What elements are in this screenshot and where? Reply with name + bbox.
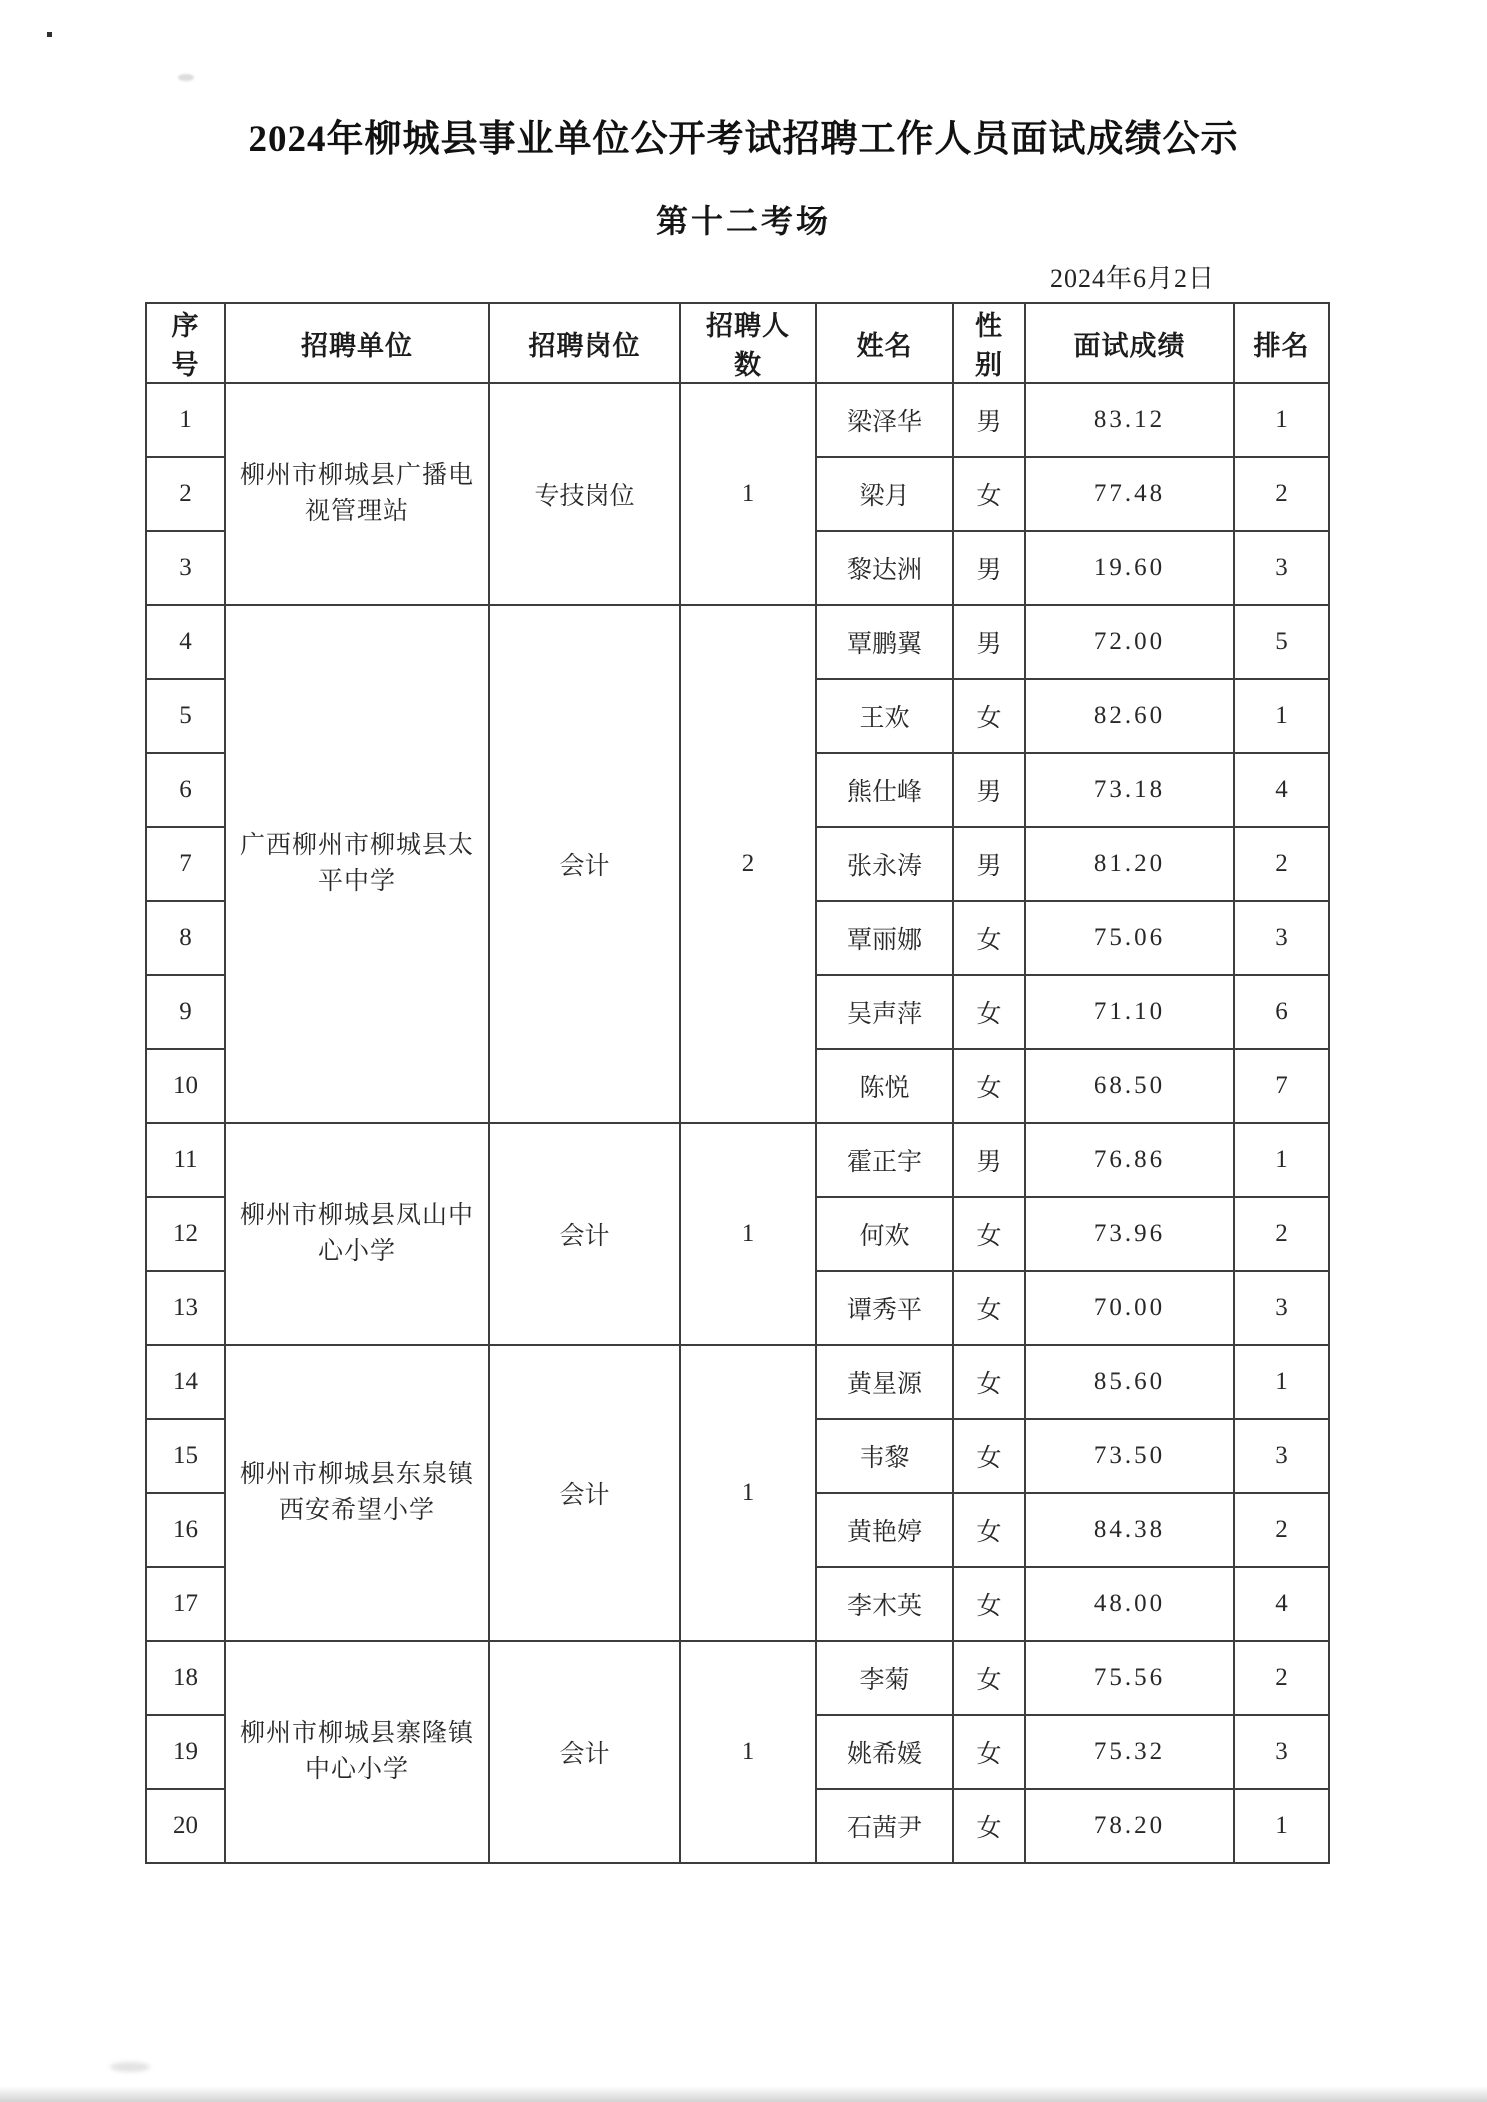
cell-seq: 4	[146, 605, 225, 679]
cell-name: 梁月	[816, 457, 953, 531]
cell-score: 73.50	[1025, 1419, 1234, 1493]
cell-name: 霍正宇	[816, 1123, 953, 1197]
header-row	[146, 303, 1329, 383]
cell-rank: 1	[1234, 679, 1329, 753]
cell-seq: 18	[146, 1641, 225, 1715]
cell-position: 会计	[489, 1345, 680, 1641]
scan-corner-smudge	[110, 2062, 150, 2072]
cell-score: 82.60	[1025, 679, 1234, 753]
column-header-count: 招聘人数	[680, 303, 816, 383]
cell-openings: 1	[680, 1641, 816, 1863]
cell-openings: 1	[680, 1345, 816, 1641]
cell-position: 会计	[489, 1123, 680, 1345]
cell-seq: 3	[146, 531, 225, 605]
cell-name: 陈悦	[816, 1049, 953, 1123]
cell-openings: 1	[680, 383, 816, 605]
cell-name: 王欢	[816, 679, 953, 753]
cell-name: 李木英	[816, 1567, 953, 1641]
cell-gender: 女	[953, 1197, 1025, 1271]
cell-name: 韦黎	[816, 1419, 953, 1493]
cell-seq: 1	[146, 383, 225, 457]
cell-openings: 2	[680, 605, 816, 1123]
cell-unit: 广西柳州市柳城县太平中学	[225, 605, 489, 1123]
cell-name: 何欢	[816, 1197, 953, 1271]
cell-rank: 2	[1234, 827, 1329, 901]
cell-rank: 5	[1234, 605, 1329, 679]
column-header-rank: 排名	[1234, 303, 1329, 383]
cell-unit: 柳州市柳城县广播电视管理站	[225, 383, 489, 605]
cell-score: 73.18	[1025, 753, 1234, 827]
cell-seq: 12	[146, 1197, 225, 1271]
results-table	[145, 302, 1330, 1864]
page-title: 2024年柳城县事业单位公开考试招聘工作人员面试成绩公示	[248, 119, 1239, 160]
cell-rank: 1	[1234, 383, 1329, 457]
cell-score: 48.00	[1025, 1567, 1234, 1641]
cell-name: 梁泽华	[816, 383, 953, 457]
cell-name: 黄艳婷	[816, 1493, 953, 1567]
cell-seq: 9	[146, 975, 225, 1049]
cell-seq: 7	[146, 827, 225, 901]
cell-gender: 女	[953, 901, 1025, 975]
cell-score: 84.38	[1025, 1493, 1234, 1567]
cell-position: 会计	[489, 1641, 680, 1863]
scan-bottom-edge	[0, 2086, 1487, 2102]
cell-rank: 2	[1234, 1493, 1329, 1567]
cell-name: 张永涛	[816, 827, 953, 901]
cell-unit: 柳州市柳城县凤山中心小学	[225, 1123, 489, 1345]
table-row	[146, 383, 1329, 457]
cell-seq: 14	[146, 1345, 225, 1419]
cell-seq: 2	[146, 457, 225, 531]
results-table-container	[145, 302, 1330, 1864]
column-header-seq: 序号	[146, 303, 225, 383]
cell-rank: 6	[1234, 975, 1329, 1049]
cell-rank: 3	[1234, 901, 1329, 975]
table-header-row	[146, 303, 1329, 383]
cell-score: 70.00	[1025, 1271, 1234, 1345]
cell-seq: 11	[146, 1123, 225, 1197]
cell-score: 75.56	[1025, 1641, 1234, 1715]
cell-score: 75.32	[1025, 1715, 1234, 1789]
cell-rank: 3	[1234, 1419, 1329, 1493]
cell-seq: 6	[146, 753, 225, 827]
cell-gender: 男	[953, 827, 1025, 901]
cell-gender: 女	[953, 1345, 1025, 1419]
cell-seq: 20	[146, 1789, 225, 1863]
cell-seq: 8	[146, 901, 225, 975]
cell-gender: 男	[953, 383, 1025, 457]
column-header-pos: 招聘岗位	[489, 303, 680, 383]
column-header-score: 面试成绩	[1025, 303, 1234, 383]
cell-gender: 女	[953, 1789, 1025, 1863]
cell-name: 石茜尹	[816, 1789, 953, 1863]
cell-score: 78.20	[1025, 1789, 1234, 1863]
cell-gender: 女	[953, 679, 1025, 753]
cell-gender: 女	[953, 975, 1025, 1049]
date-label: 2024年6月2日	[1049, 264, 1215, 293]
cell-score: 71.10	[1025, 975, 1234, 1049]
cell-gender: 女	[953, 1641, 1025, 1715]
cell-unit: 柳州市柳城县寨隆镇中心小学	[225, 1641, 489, 1863]
cell-position: 会计	[489, 605, 680, 1123]
cell-rank: 2	[1234, 1197, 1329, 1271]
cell-score: 75.06	[1025, 901, 1234, 975]
cell-seq: 15	[146, 1419, 225, 1493]
cell-gender: 女	[953, 1567, 1025, 1641]
cell-name: 吴声萍	[816, 975, 953, 1049]
cell-gender: 女	[953, 1493, 1025, 1567]
cell-score: 73.96	[1025, 1197, 1234, 1271]
cell-gender: 女	[953, 1419, 1025, 1493]
cell-rank: 3	[1234, 1715, 1329, 1789]
cell-rank: 4	[1234, 1567, 1329, 1641]
cell-rank: 2	[1234, 1641, 1329, 1715]
cell-gender: 男	[953, 531, 1025, 605]
page-subtitle: 第十二考场	[655, 203, 831, 239]
cell-score: 76.86	[1025, 1123, 1234, 1197]
column-header-gender: 性别	[953, 303, 1025, 383]
cell-name: 姚希媛	[816, 1715, 953, 1789]
cell-rank: 1	[1234, 1345, 1329, 1419]
scan-dot-artifact	[47, 32, 52, 37]
cell-rank: 3	[1234, 1271, 1329, 1345]
scan-smudge-artifact	[178, 74, 194, 81]
cell-gender: 女	[953, 457, 1025, 531]
cell-score: 81.20	[1025, 827, 1234, 901]
cell-name: 熊仕峰	[816, 753, 953, 827]
cell-openings: 1	[680, 1123, 816, 1345]
cell-rank: 3	[1234, 531, 1329, 605]
cell-score: 85.60	[1025, 1345, 1234, 1419]
cell-gender: 男	[953, 1123, 1025, 1197]
column-header-name: 姓名	[816, 303, 953, 383]
cell-name: 覃鹏翼	[816, 605, 953, 679]
cell-gender: 女	[953, 1715, 1025, 1789]
cell-score: 72.00	[1025, 605, 1234, 679]
table-body	[146, 383, 1329, 1863]
cell-name: 谭秀平	[816, 1271, 953, 1345]
cell-seq: 13	[146, 1271, 225, 1345]
table-row	[146, 1123, 1329, 1197]
cell-rank: 4	[1234, 753, 1329, 827]
cell-gender: 男	[953, 605, 1025, 679]
cell-name: 李菊	[816, 1641, 953, 1715]
cell-seq: 16	[146, 1493, 225, 1567]
cell-name: 黎达洲	[816, 531, 953, 605]
cell-name: 黄星源	[816, 1345, 953, 1419]
cell-score: 68.50	[1025, 1049, 1234, 1123]
cell-seq: 17	[146, 1567, 225, 1641]
cell-gender: 男	[953, 753, 1025, 827]
cell-rank: 1	[1234, 1123, 1329, 1197]
cell-rank: 2	[1234, 457, 1329, 531]
cell-seq: 19	[146, 1715, 225, 1789]
cell-score: 19.60	[1025, 531, 1234, 605]
cell-name: 覃丽娜	[816, 901, 953, 975]
cell-score: 77.48	[1025, 457, 1234, 531]
cell-seq: 10	[146, 1049, 225, 1123]
column-header-unit: 招聘单位	[225, 303, 489, 383]
table-row	[146, 1641, 1329, 1715]
cell-gender: 女	[953, 1271, 1025, 1345]
cell-gender: 女	[953, 1049, 1025, 1123]
cell-score: 83.12	[1025, 383, 1234, 457]
cell-position: 专技岗位	[489, 383, 680, 605]
cell-seq: 5	[146, 679, 225, 753]
table-row	[146, 605, 1329, 679]
cell-rank: 7	[1234, 1049, 1329, 1123]
table-row	[146, 1345, 1329, 1419]
cell-unit: 柳州市柳城县东泉镇西安希望小学	[225, 1345, 489, 1641]
cell-rank: 1	[1234, 1789, 1329, 1863]
